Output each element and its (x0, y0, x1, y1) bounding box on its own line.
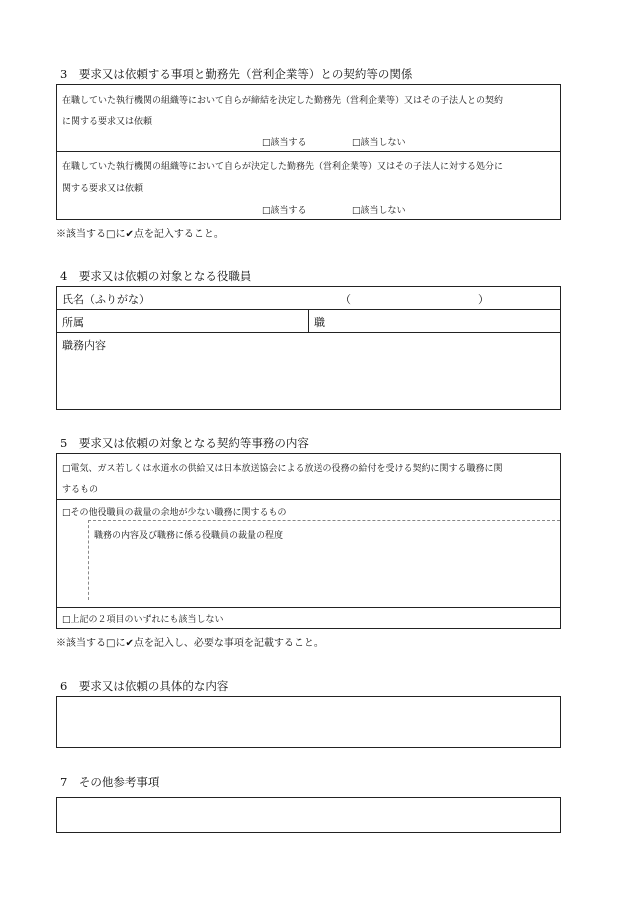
discretion-detail-label: 職務の内容及び職務に係る役職員の裁量の程度 (94, 531, 284, 541)
section-4-heading: 4 要求又は依頼の対象となる役職員 (60, 269, 252, 283)
duties-label: 職務内容 (62, 339, 106, 352)
contract-request-text-line1: 在職していた執行機関の組織等において自らが締結を決定した勤務先（営利企業等）又はその子法人との契約 (62, 96, 504, 106)
disposition-applies-checkbox[interactable]: □該当する (262, 206, 307, 216)
section-5-divider-1 (56, 499, 561, 500)
section-5-divider-2 (56, 607, 561, 608)
specific-content-box[interactable] (56, 696, 561, 748)
section-3-divider (56, 151, 561, 152)
section-5-heading: 5 要求又は依頼の対象となる契約等事務の内容 (60, 436, 309, 450)
contract-request-text-line2: に関する要求又は依頼 (62, 117, 153, 127)
name-label: 氏名（ふりがな） (62, 293, 150, 306)
section-4-col-divider (308, 309, 309, 332)
disposition-request-text-line1: 在職していた執行機関の組織等において自らが決定した勤務先（営利企業等）又はその子法人に対する処分に (62, 162, 504, 172)
section-4-divider-2 (56, 332, 561, 333)
disposition-request-text-line2: 関する要求又は依頼 (62, 184, 144, 194)
position-label: 職 (314, 316, 325, 329)
section-3-heading: 3 要求又は依頼する事項と勤務先（営利企業等）との契約等の関係 (60, 67, 413, 81)
contract-not-applies-checkbox[interactable]: □該当しない (352, 138, 406, 148)
section-6-heading: 6 要求又は依頼の具体的な内容 (60, 679, 229, 693)
disposition-not-applies-checkbox[interactable]: □該当しない (352, 206, 406, 216)
furigana-paren-open: （ (340, 293, 351, 306)
section-5-note: ※該当する□に✔点を記入し、必要な事項を記載すること。 (56, 638, 324, 649)
furigana-paren-close: ） (478, 293, 489, 306)
none-applies-option[interactable]: □上記の２項目のいずれにも該当しない (62, 615, 224, 625)
section-7-heading: 7 その他参考事項 (60, 775, 160, 789)
utility-contract-option-line2: するもの (62, 485, 99, 495)
section-3-note: ※該当する□に✔点を記入すること。 (56, 229, 224, 240)
contract-applies-checkbox[interactable]: □該当する (262, 138, 307, 148)
affiliation-label: 所属 (62, 316, 84, 329)
low-discretion-option[interactable]: □その他役職員の裁量の余地が少ない職務に関するもの (62, 508, 287, 518)
utility-contract-option-line1[interactable]: □電気、ガス若しくは水道水の供給又は日本放送協会による放送の役務の給付を受ける契約に関する職務に関 (62, 464, 503, 474)
other-reference-box[interactable] (56, 797, 561, 833)
